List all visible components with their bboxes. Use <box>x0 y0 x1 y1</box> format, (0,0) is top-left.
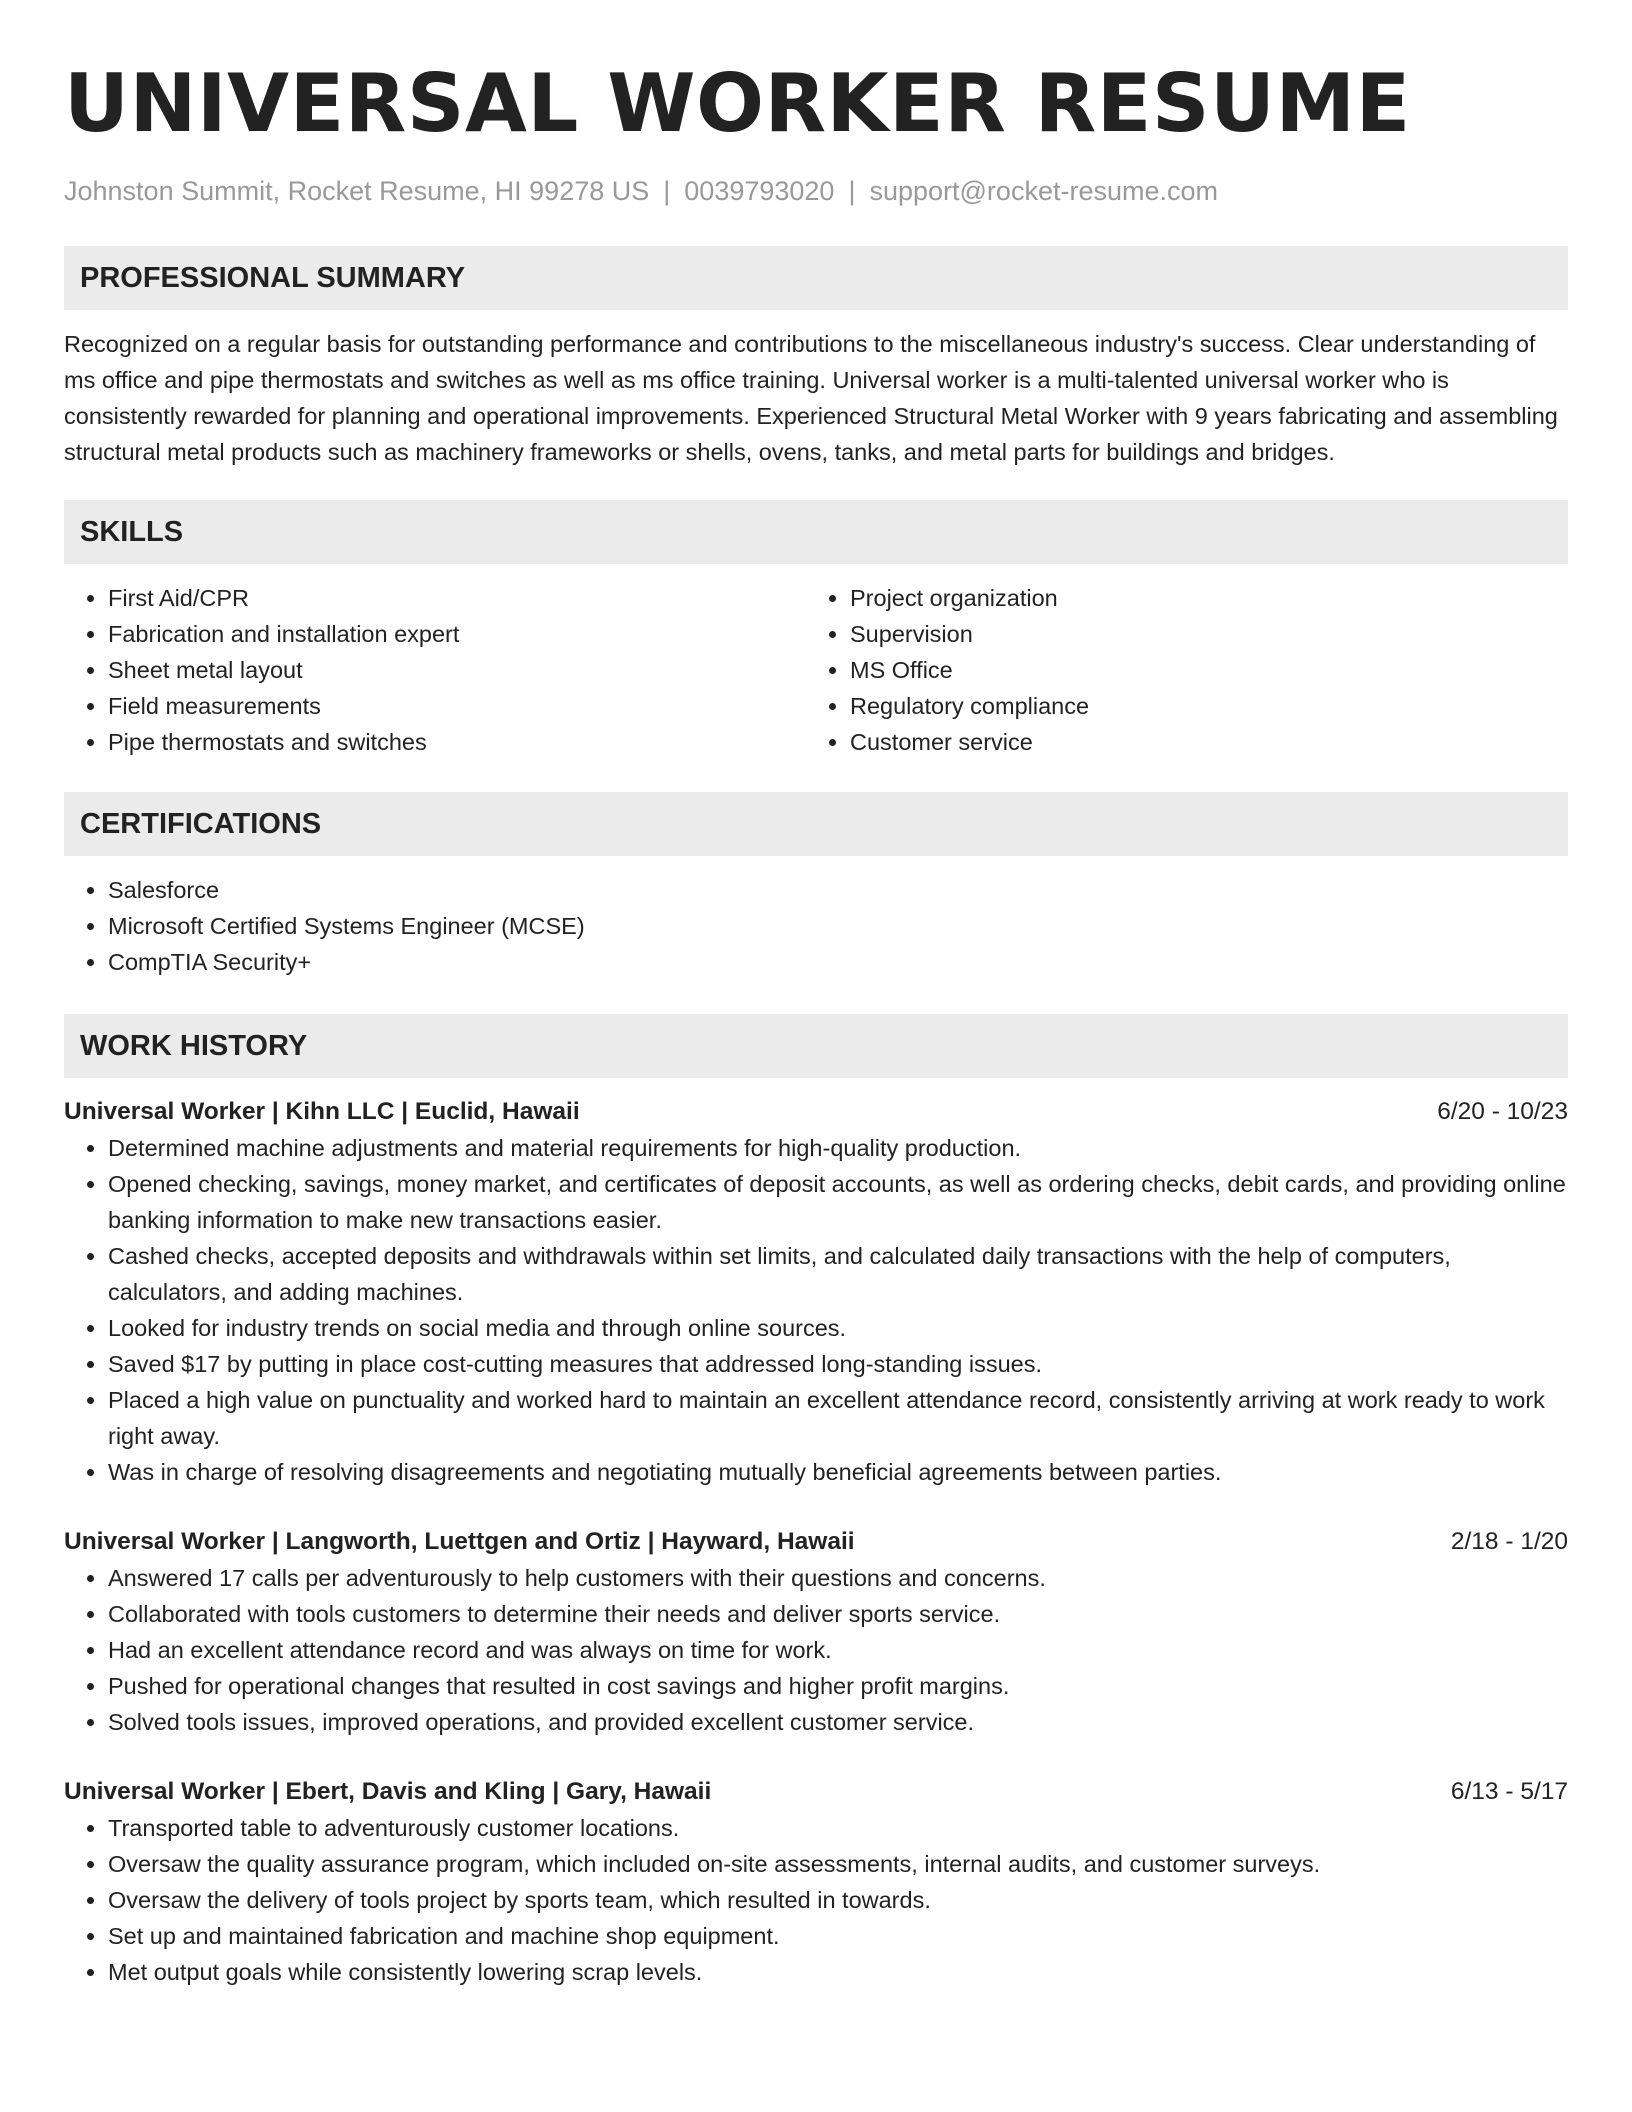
skill-item: • Sheet metal layout <box>108 652 806 688</box>
contact-email: support@rocket-resume.com <box>869 176 1218 206</box>
job-bullets <box>64 1810 1568 1990</box>
skills-heading: SKILLS <box>64 500 1568 564</box>
job-header <box>64 1524 1568 1560</box>
resume-title: UNIVERSAL WORKER RESUME <box>64 57 1411 150</box>
skills-grid <box>64 580 1568 760</box>
contact-separator: | <box>848 176 856 206</box>
certification-item: • CompTIA Security+ <box>108 944 1568 980</box>
job-bullet: • Transported table to adventurously customer locations. <box>108 1810 1568 1846</box>
job-title: Universal Worker | Kihn LLC | Euclid, Hawaii <box>64 1098 580 1125</box>
summary-section <box>64 246 1568 470</box>
skills-list-right <box>806 580 1548 760</box>
job-bullet: • Determined machine adjustments and material requirements for high-quality production. <box>108 1130 1568 1166</box>
job-bullet: • Solved tools issues, improved operations, and provided excellent customer service. <box>108 1704 1568 1740</box>
skill-item: • MS Office <box>850 652 1548 688</box>
job-bullet: • Placed a high value on punctuality and worked hard to maintain an excellent attendance record, consistently arriving at work ready to work right away. <box>108 1382 1568 1454</box>
skill-item: • Pipe thermostats and switches <box>108 724 806 760</box>
contact-line <box>64 174 1568 208</box>
job-bullet: • Oversaw the delivery of tools project by sports team, which resulted in towards. <box>108 1882 1568 1918</box>
job-bullet: • Looked for industry trends on social media and through online sources. <box>108 1310 1568 1346</box>
summary-text: Recognized on a regular basis for outstanding performance and contributions to the miscellaneous industry's success. Clear understanding of ms office and pipe thermostats and switches as well as ms office training. Universal worker is a multi-talented universal worker who is consistently rewarded for planning and operational improvements. Experienced Structural Metal Worker with 9 years fabricating and assembling structural metal products such as machinery frameworks or shells, ovens, tanks, and metal parts for buildings and bridges. <box>64 331 1558 465</box>
job-bullet: • Cashed checks, accepted deposits and withdrawals within set limits, and calculated daily transactions with the help of computers, calculators, and adding machines. <box>108 1238 1568 1310</box>
skill-item: • Regulatory compliance <box>850 688 1548 724</box>
job-entry <box>64 1094 1568 1490</box>
contact-address: Johnston Summit, Rocket Resume, HI 99278 US <box>64 176 650 206</box>
job-bullet: • Opened checking, savings, money market, and certificates of deposit accounts, as well as ordering checks, debit cards, and providing online banking information to make new transactions easier. <box>108 1166 1568 1238</box>
job-bullet: • Was in charge of resolving disagreements and negotiating mutually beneficial agreements between parties. <box>108 1454 1568 1490</box>
skill-item: • Project organization <box>850 580 1548 616</box>
skills-list-left <box>64 580 806 760</box>
skill-item: • Field measurements <box>108 688 806 724</box>
certifications-list <box>64 872 1568 980</box>
job-entry <box>64 1774 1568 1990</box>
job-header <box>64 1094 1568 1130</box>
job-dates: 6/13 - 5/17 <box>1450 1778 1568 1805</box>
job-bullet: • Oversaw the quality assurance program, which included on-site assessments, internal audits, and customer surveys. <box>108 1846 1568 1882</box>
job-bullets <box>64 1130 1568 1490</box>
job-entry <box>64 1524 1568 1740</box>
skill-item: • Fabrication and installation expert <box>108 616 806 652</box>
job-bullets <box>64 1560 1568 1740</box>
job-dates: 6/20 - 10/23 <box>1437 1098 1568 1125</box>
work-history-heading: WORK HISTORY <box>64 1014 1568 1078</box>
job-dates: 2/18 - 1/20 <box>1450 1528 1568 1555</box>
job-bullet: • Met output goals while consistently lowering scrap levels. <box>108 1954 1568 1990</box>
job-bullet: • Saved $17 by putting in place cost-cutting measures that addressed long-standing issues. <box>108 1346 1568 1382</box>
skill-item: • Supervision <box>850 616 1548 652</box>
skills-section <box>64 500 1568 760</box>
certifications-heading: CERTIFICATIONS <box>64 792 1568 856</box>
certification-item: • Microsoft Certified Systems Engineer (MCSE) <box>108 908 1568 944</box>
summary-heading: PROFESSIONAL SUMMARY <box>64 246 1568 310</box>
certifications-section <box>64 792 1568 980</box>
skills-column-right <box>806 580 1548 760</box>
job-bullet: • Had an excellent attendance record and was always on time for work. <box>108 1632 1568 1668</box>
skill-item: • First Aid/CPR <box>108 580 806 616</box>
job-title: Universal Worker | Ebert, Davis and Kling | Gary, Hawaii <box>64 1778 712 1805</box>
skill-item: • Customer service <box>850 724 1548 760</box>
certification-item: • Salesforce <box>108 872 1568 908</box>
job-bullet: • Set up and maintained fabrication and machine shop equipment. <box>108 1918 1568 1954</box>
job-bullet: • Answered 17 calls per adventurously to help customers with their questions and concerns. <box>108 1560 1568 1596</box>
work-history-section <box>64 1014 1568 1990</box>
job-title: Universal Worker | Langworth, Luettgen and Ortiz | Hayward, Hawaii <box>64 1528 855 1555</box>
contact-phone: 0039793020 <box>684 176 835 206</box>
job-bullet: • Pushed for operational changes that resulted in cost savings and higher profit margins. <box>108 1668 1568 1704</box>
skills-column-left <box>64 580 806 760</box>
job-header <box>64 1774 1568 1810</box>
job-bullet: • Collaborated with tools customers to determine their needs and deliver sports service. <box>108 1596 1568 1632</box>
contact-separator: | <box>663 176 671 206</box>
